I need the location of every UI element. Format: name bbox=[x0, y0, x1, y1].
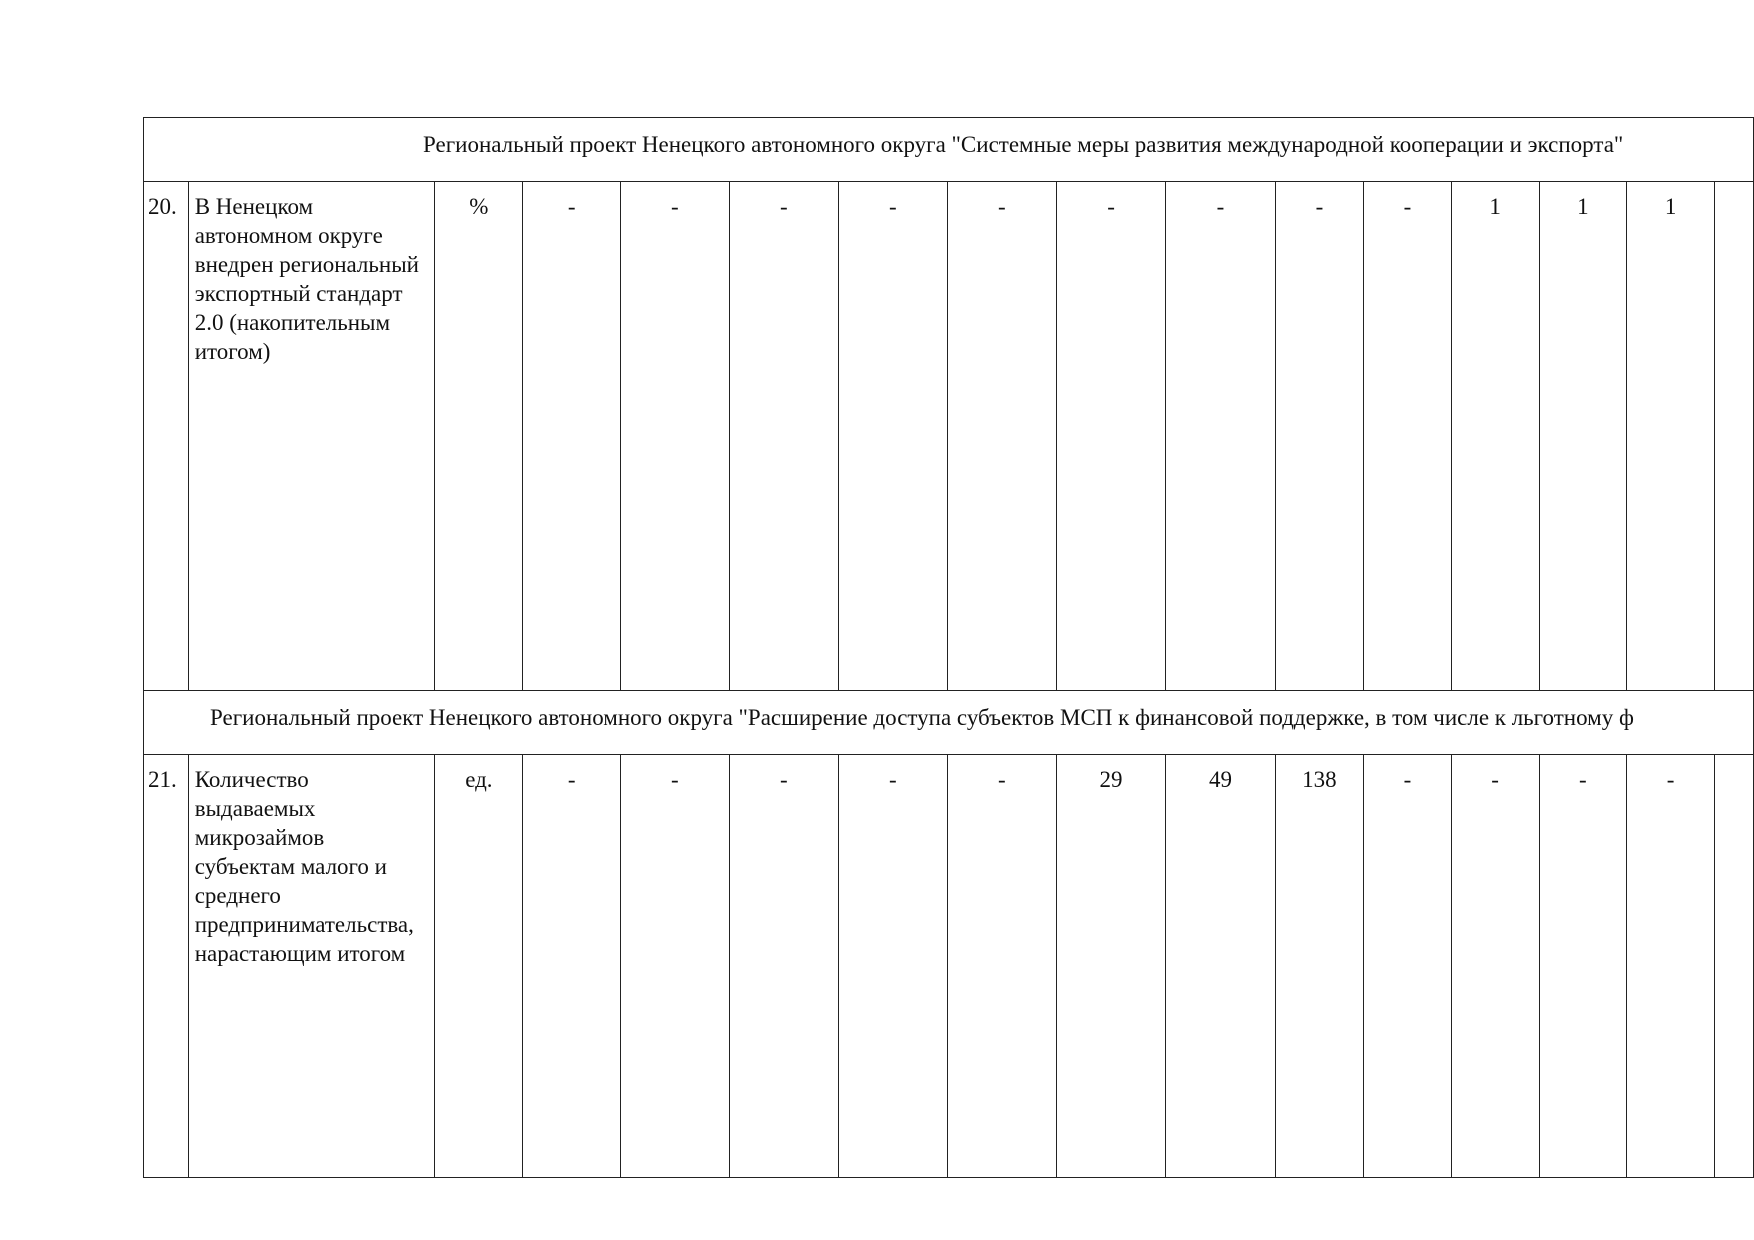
section-title-cell bbox=[144, 691, 1754, 755]
value-cell: - bbox=[1627, 755, 1715, 1178]
indicator-name: В Ненецком автономном округе внедрен региональный экспортный стандарт 2.0 (накопительным итогом) bbox=[188, 182, 435, 691]
value-cell: - bbox=[729, 182, 838, 691]
table-row bbox=[144, 182, 1754, 691]
unit-cell: ед. bbox=[435, 755, 523, 1178]
indicator-name: Количество выдаваемых микрозаймов субъектам малого и среднего предпринимательства, нарастающим итогом bbox=[188, 755, 435, 1178]
value-cell: 1 bbox=[1451, 182, 1539, 691]
value-cell: - bbox=[838, 182, 947, 691]
value-cell: 138 bbox=[1275, 755, 1363, 1178]
value-cell: - bbox=[1364, 755, 1452, 1178]
value-cell: - bbox=[620, 182, 729, 691]
value-cell-cut bbox=[1715, 182, 1754, 691]
value-cell: - bbox=[1166, 182, 1275, 691]
value-cell: 1 bbox=[1539, 182, 1627, 691]
value-cell: - bbox=[523, 755, 620, 1178]
value-cell: - bbox=[947, 182, 1056, 691]
value-cell-cut bbox=[1715, 755, 1754, 1178]
section-title-cell bbox=[144, 118, 1754, 182]
value-cell: - bbox=[838, 755, 947, 1178]
value-cell: - bbox=[1056, 182, 1165, 691]
row-number: 20. bbox=[144, 182, 189, 691]
value-cell: - bbox=[1275, 182, 1363, 691]
value-cell: 49 bbox=[1166, 755, 1275, 1178]
row-number: 21. bbox=[144, 755, 189, 1178]
section-header-row bbox=[144, 691, 1754, 755]
section-title: Региональный проект Ненецкого автономного округа "Системные меры развития международной кооперации и экспорта" bbox=[423, 132, 1624, 157]
value-cell: - bbox=[620, 755, 729, 1178]
unit-cell: % bbox=[435, 182, 523, 691]
section-header-row bbox=[144, 118, 1754, 182]
value-cell: - bbox=[523, 182, 620, 691]
value-cell: - bbox=[1539, 755, 1627, 1178]
value-cell: - bbox=[947, 755, 1056, 1178]
value-cell: 1 bbox=[1627, 182, 1715, 691]
table-row bbox=[144, 755, 1754, 1178]
value-cell: - bbox=[729, 755, 838, 1178]
value-cell: - bbox=[1451, 755, 1539, 1178]
indicators-table bbox=[143, 117, 1754, 1178]
section-title: Региональный проект Ненецкого автономного округа "Расширение доступа субъектов МСП к финансовой поддержке, в том числе к льготному ф bbox=[210, 705, 1634, 730]
value-cell: - bbox=[1364, 182, 1452, 691]
value-cell: 29 bbox=[1056, 755, 1165, 1178]
